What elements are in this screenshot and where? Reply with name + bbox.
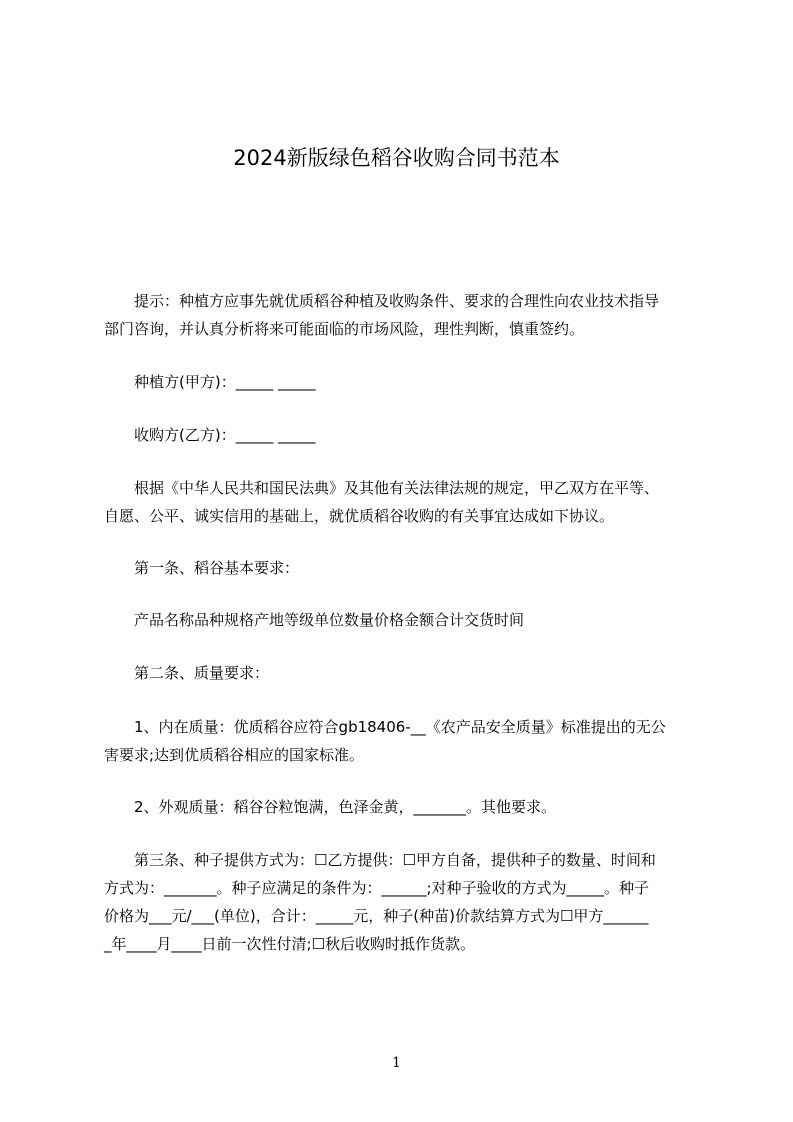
hint-line-1: 提示：种植方应事先就优质稻谷种植及收购条件、要求的合理性向农业技术指导	[104, 292, 660, 310]
preamble-paragraph	[104, 474, 700, 530]
hint-line-2: 部门咨询，并认真分析将来可能面临的市场风险，理性判断，慎重签约。	[104, 320, 585, 338]
article-2-item-2: 2、外观质量：稻谷谷粒饱满，色泽金黄，_______。其他要求。	[104, 798, 557, 816]
article-3-line-4: _年____月____日前一次性付清;☐秋后收购时抵作货款。	[104, 935, 476, 953]
party-b-line: 收购方(乙方)：_____ _____	[104, 426, 316, 444]
article-3-paragraph	[104, 846, 700, 958]
hint-paragraph	[104, 287, 700, 343]
article-3-line-3: 价格为___元/___(单位)，合计：_____元，种子(种苗)价款结算方式为☐甲方______	[104, 907, 649, 925]
party-a-line: 种植方(甲方)：_____ _____	[104, 373, 316, 391]
document-title: 2024新版绿色稻谷收购合同书范本	[233, 146, 560, 170]
article-1-table-header: 产品名称品种规格产地等级单位数量价格金额合计交货时间	[104, 611, 525, 629]
page-number: 1	[392, 1055, 401, 1071]
article-2-item-1-line-2: 害要求;达到优质稻谷相应的国家标准。	[104, 746, 365, 764]
article-2-heading: 第二条、质量要求：	[104, 664, 270, 682]
preamble-line-1: 根据《中华人民共和国民法典》及其他有关法律法规的规定，甲乙双方在平等、	[104, 479, 660, 497]
article-2-item-1	[104, 713, 700, 769]
article-3-line-1: 第三条、种子提供方式为：☐乙方提供：☐甲方自备，提供种子的数量、时间和	[104, 851, 656, 869]
preamble-line-2: 自愿、公平、诚实信用的基础上，就优质稻谷收购的有关事宜达成如下协议。	[104, 507, 615, 525]
article-2-item-1-line-1: 1、内在质量：优质稻谷应符合gb18406-__《农产品安全质量》标准提出的无公	[104, 718, 666, 736]
article-3-line-2: 方式为：_______。种子应满足的条件为：______;对种子验收的方式为_____。种子	[104, 879, 650, 897]
article-1-heading: 第一条、稻谷基本要求：	[104, 559, 300, 577]
